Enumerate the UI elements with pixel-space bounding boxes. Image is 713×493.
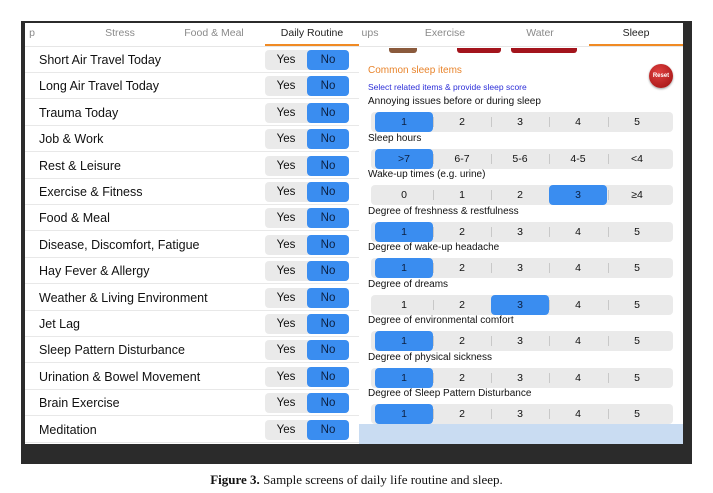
no-button[interactable]: No — [307, 340, 349, 360]
list-item-label: Exercise & Fitness — [39, 185, 143, 199]
score-option[interactable]: 4 — [575, 116, 581, 128]
list-item — [25, 285, 359, 311]
no-button[interactable]: No — [307, 367, 349, 387]
score-option[interactable]: 1 — [375, 404, 433, 424]
score-option[interactable]: 2 — [459, 408, 465, 420]
list-item — [25, 258, 359, 284]
no-button[interactable]: No — [307, 208, 349, 228]
score-option[interactable]: 5 — [634, 335, 640, 347]
tab-partial[interactable]: p — [29, 27, 35, 39]
score-segmented-control — [371, 404, 673, 424]
yes-button[interactable]: Yes — [276, 159, 296, 172]
score-option[interactable]: 1 — [375, 331, 433, 351]
no-button[interactable]: No — [307, 156, 349, 176]
score-option[interactable]: 2 — [459, 225, 465, 238]
yes-button[interactable]: Yes — [276, 238, 296, 251]
list-item-label: Hay Fever & Allergy — [39, 264, 150, 279]
list-item-label: Urination & Bowel Movement — [39, 369, 201, 384]
yes-no-toggle — [265, 156, 349, 176]
no-button[interactable]: No — [307, 288, 349, 308]
list-item — [25, 232, 359, 258]
yes-no-toggle — [265, 314, 349, 334]
daily-routine-screen — [25, 23, 359, 444]
list-item — [25, 417, 359, 443]
yes-no-toggle — [265, 182, 349, 202]
yes-no-toggle — [265, 103, 349, 123]
question-label: Annoying issues before or during sleep — [368, 96, 541, 107]
score-option[interactable]: 1 — [375, 368, 433, 388]
score-option[interactable]: 5 — [634, 262, 640, 274]
list-item — [25, 100, 359, 126]
score-option[interactable]: 5 — [634, 225, 640, 238]
list-item — [25, 364, 359, 390]
score-option[interactable]: <4 — [631, 152, 643, 165]
no-button[interactable]: No — [307, 235, 349, 255]
score-segmented-control — [371, 222, 673, 242]
yes-no-toggle — [265, 76, 349, 96]
tab-daily-routine[interactable]: Daily Routine — [265, 23, 359, 46]
yes-no-toggle — [265, 367, 349, 387]
no-button[interactable]: No — [307, 50, 349, 70]
question-label: Degree of Sleep Pattern Disturbance — [368, 388, 532, 399]
question-label: Degree of physical sickness — [368, 351, 492, 363]
score-option[interactable]: 5-6 — [512, 152, 528, 165]
list-item-label: Brain Exercise — [39, 396, 120, 411]
score-option[interactable]: 4 — [575, 371, 581, 384]
yes-button[interactable]: Yes — [276, 212, 296, 225]
tab-stress[interactable]: Stress — [105, 27, 135, 39]
score-option[interactable]: 6-7 — [454, 152, 470, 165]
list-item-label: Job & Work — [39, 132, 104, 147]
yes-button[interactable]: Yes — [276, 370, 296, 383]
tab-divider — [359, 46, 683, 47]
caption-label: Figure 3. — [210, 472, 260, 487]
no-button[interactable]: No — [307, 420, 349, 440]
list-item-label: Food & Meal — [39, 211, 110, 226]
list-item-label: Disease, Discomfort, Fatigue — [39, 237, 200, 252]
yes-button[interactable]: Yes — [276, 265, 296, 278]
yes-button[interactable]: Yes — [276, 344, 296, 357]
yes-button[interactable]: Yes — [276, 54, 296, 66]
score-option[interactable]: >7 — [375, 149, 433, 169]
question-label: Sleep hours — [368, 132, 422, 144]
score-segmented-control — [371, 295, 673, 315]
score-option[interactable]: 0 — [401, 189, 407, 201]
question-label: Degree of wake-up headache — [368, 242, 500, 253]
score-option[interactable]: 4 — [575, 335, 581, 347]
score-option[interactable]: 2 — [517, 189, 523, 201]
yes-no-toggle — [265, 235, 349, 255]
score-option[interactable]: 2 — [459, 298, 465, 311]
list-item — [25, 73, 359, 99]
tab-food-meal[interactable]: Food & Meal — [184, 27, 244, 39]
yes-no-toggle — [265, 129, 349, 149]
partial-button-stub — [389, 48, 417, 53]
score-segmented-control — [371, 258, 673, 278]
tab-groups-partial[interactable]: ups — [361, 27, 379, 39]
list-item-label: Weather & Living Environment — [39, 290, 208, 305]
list-item-label: Short Air Travel Today — [39, 53, 162, 67]
yes-no-toggle — [265, 420, 349, 440]
question-label: Degree of dreams — [368, 278, 449, 290]
question-label: Degree of environmental comfort — [368, 315, 514, 326]
score-option[interactable]: 5 — [634, 371, 640, 384]
score-option[interactable]: 2 — [459, 116, 465, 128]
tab-exercise[interactable]: Exercise — [424, 27, 466, 39]
no-button[interactable]: No — [307, 314, 349, 334]
score-option[interactable]: ≥4 — [631, 189, 643, 201]
section-subtitle: Select related items & provide sleep score — [368, 82, 527, 92]
yes-button[interactable]: Yes — [276, 133, 296, 146]
no-button[interactable]: No — [307, 393, 349, 413]
score-option[interactable]: 1 — [401, 298, 407, 311]
list-item — [25, 47, 359, 73]
score-option[interactable]: 5 — [634, 116, 640, 128]
no-button[interactable]: No — [307, 129, 349, 149]
yes-button[interactable]: Yes — [276, 423, 296, 436]
score-option[interactable]: 3 — [517, 371, 523, 384]
score-option[interactable]: 3 — [517, 225, 523, 238]
score-segmented-control — [371, 331, 673, 351]
score-segmented-control — [371, 368, 673, 388]
yes-no-toggle — [265, 288, 349, 308]
score-option[interactable]: 3 — [517, 116, 523, 128]
score-segmented-control — [371, 185, 673, 205]
score-option[interactable]: 5 — [634, 408, 640, 420]
list-item — [25, 153, 359, 179]
list-item-label: Rest & Leisure — [39, 158, 121, 173]
score-option[interactable]: 1 — [375, 222, 433, 242]
question-label: Wake-up times (e.g. urine) — [368, 169, 486, 180]
score-option[interactable]: 3 — [517, 262, 523, 274]
yes-button[interactable]: Yes — [276, 291, 296, 304]
list-item-label: Sleep Pattern Disturbance — [39, 343, 185, 358]
tab-water[interactable]: Water — [526, 27, 554, 39]
section-title: Common sleep items — [368, 65, 462, 76]
yes-button[interactable]: Yes — [276, 397, 296, 410]
list-item — [25, 390, 359, 416]
score-option[interactable]: 4 — [575, 225, 581, 238]
tab-sleep[interactable]: Sleep — [589, 23, 683, 46]
score-segmented-control — [371, 149, 673, 169]
list-item-label: Meditation — [39, 422, 97, 437]
yes-no-toggle — [265, 50, 349, 70]
yes-button[interactable]: Yes — [276, 106, 296, 119]
list-item — [25, 337, 359, 363]
yes-no-toggle — [265, 393, 349, 413]
list-item-label: Jet Lag — [39, 317, 81, 331]
score-option[interactable]: 5 — [634, 298, 640, 311]
no-button[interactable]: No — [307, 261, 349, 281]
list-item — [25, 205, 359, 231]
score-option[interactable]: 2 — [459, 371, 465, 384]
right-tab-bar — [359, 23, 683, 47]
list-item — [25, 126, 359, 152]
score-option[interactable]: 3 — [549, 185, 607, 205]
yes-no-toggle — [265, 208, 349, 228]
no-button[interactable]: No — [307, 103, 349, 123]
score-option[interactable]: 4-5 — [570, 152, 586, 165]
list-item — [25, 179, 359, 205]
list-item-label: Long Air Travel Today — [39, 79, 159, 94]
score-option[interactable]: 4 — [575, 408, 581, 420]
score-option[interactable]: 3 — [517, 408, 523, 420]
score-option[interactable]: 1 — [459, 189, 465, 201]
yes-button[interactable]: Yes — [276, 80, 296, 93]
score-option[interactable]: 1 — [375, 258, 433, 278]
score-option[interactable]: 3 — [517, 335, 523, 347]
score-option[interactable]: 4 — [575, 298, 581, 311]
caption-text: Sample screens of daily life routine and sleep. — [259, 472, 503, 487]
yes-button[interactable]: Yes — [276, 186, 296, 198]
score-option[interactable]: 3 — [491, 295, 549, 315]
score-option[interactable]: 4 — [575, 262, 581, 274]
list-item-label: Trauma Today — [39, 105, 119, 120]
question-label: Degree of freshness & restfulness — [368, 205, 519, 217]
sleep-screen — [359, 23, 683, 444]
no-button[interactable]: No — [307, 182, 349, 202]
partial-button-stub — [457, 48, 501, 53]
bottom-bar — [359, 424, 683, 444]
score-option[interactable]: 2 — [459, 335, 465, 347]
reset-button[interactable]: Reset — [649, 64, 673, 88]
yes-button[interactable]: Yes — [276, 318, 296, 330]
left-tab-bar — [25, 23, 359, 47]
score-option[interactable]: 1 — [375, 112, 433, 132]
no-button[interactable]: No — [307, 76, 349, 96]
score-option[interactable]: 2 — [459, 262, 465, 274]
yes-no-toggle — [265, 340, 349, 360]
score-segmented-control — [371, 112, 673, 132]
figure-caption — [0, 472, 713, 488]
partial-button-stub — [511, 48, 577, 53]
list-item — [25, 311, 359, 337]
yes-no-toggle — [265, 261, 349, 281]
